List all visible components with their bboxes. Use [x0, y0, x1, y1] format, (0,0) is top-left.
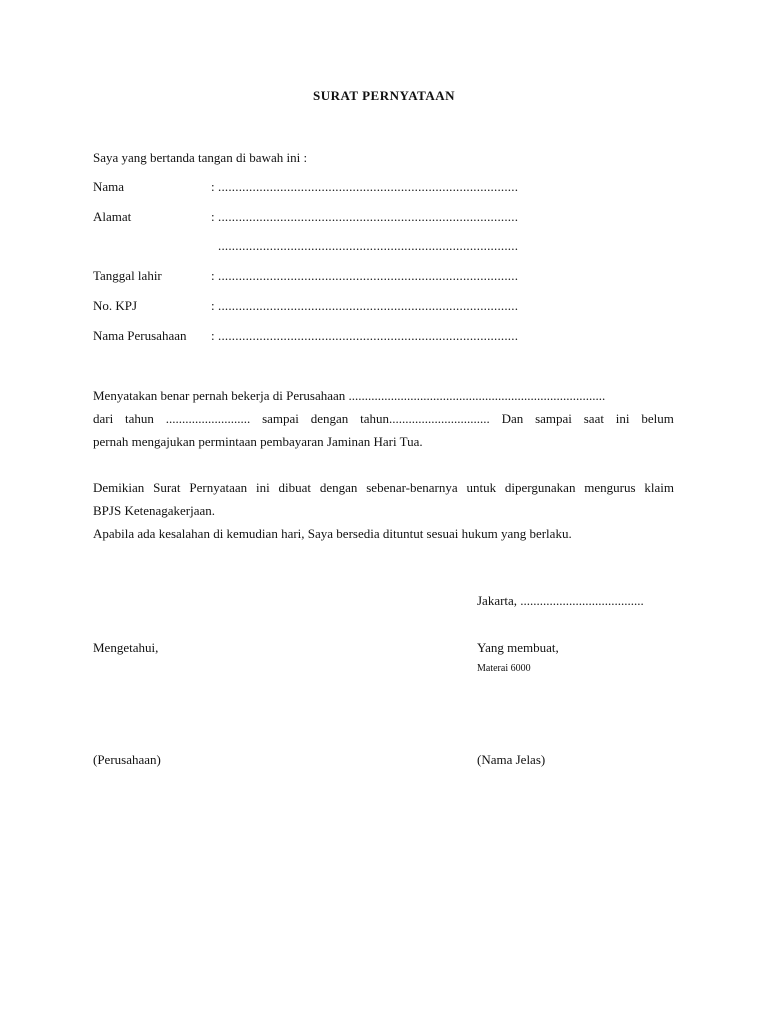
statement-line-justified	[93, 407, 674, 430]
statement-word: ini	[615, 411, 630, 426]
signer-heading: Yang membuat,	[477, 640, 559, 655]
stamp-note: Materai 6000	[477, 663, 531, 674]
field-blank: .......................................................................................	[218, 209, 519, 224]
field-separator: :	[211, 209, 215, 224]
statement-line: pernah mengajukan permintaan pembayaran Jaminan Hari Tua.	[93, 434, 423, 449]
statement-word: ..........................	[165, 411, 251, 426]
field-blank: .......................................................................................	[218, 238, 519, 253]
field-separator: :	[211, 298, 215, 313]
field-separator: :	[211, 179, 215, 194]
closing-word: dengan	[319, 480, 358, 495]
closing-word: sebenar-benarnya	[366, 480, 458, 495]
field-row-tanggal-lahir	[93, 268, 573, 286]
field-blank: .......................................................................................	[218, 179, 519, 194]
field-label: Nama	[93, 179, 125, 194]
statement-word: saat	[583, 411, 604, 426]
closing-word: Surat	[153, 480, 181, 495]
field-separator: :	[211, 268, 215, 283]
statement-word: tahun	[125, 411, 154, 426]
closing-line: Apabila ada kesalahan di kemudian hari, Saya bersedia dituntut sesuai hukum yang berlaku.	[93, 526, 572, 541]
closing-word: Pernyataan	[189, 480, 248, 495]
statement-word: Dan	[501, 411, 524, 426]
field-row-nama	[93, 179, 573, 197]
statement-word: dengan	[310, 411, 349, 426]
closing-paragraph	[93, 476, 674, 545]
field-label: No. KPJ	[93, 298, 138, 313]
closing-word: dibuat	[278, 480, 312, 495]
statement-word: tahun...............................	[360, 411, 490, 426]
page-title: SURAT PERNYATAAN	[313, 88, 455, 103]
statement-paragraph	[93, 384, 674, 453]
witness-name: (Perusahaan)	[93, 752, 161, 767]
statement-line: Menyatakan benar pernah bekerja di Perusahaan ...............................................................................	[93, 388, 606, 403]
closing-line: BPJS Ketenagakerjaan.	[93, 503, 216, 518]
statement-word: sampai	[262, 411, 299, 426]
field-blank: .......................................................................................	[218, 328, 519, 343]
field-blank: .......................................................................................	[218, 298, 519, 313]
field-label: Nama Perusahaan	[93, 328, 187, 343]
closing-word: dipergunakan	[504, 480, 576, 495]
closing-word: ini	[255, 480, 270, 495]
field-label: Tanggal lahir	[93, 268, 162, 283]
field-row-alamat	[93, 209, 573, 227]
statement-word: dari	[93, 411, 114, 426]
statement-word: belum	[641, 411, 674, 426]
closing-word: untuk	[466, 480, 497, 495]
field-row-alamat-continued	[93, 238, 573, 256]
closing-word: mengurus	[584, 480, 636, 495]
field-separator: :	[211, 328, 215, 343]
field-row-nama-perusahaan	[93, 328, 573, 346]
closing-line-justified	[93, 476, 674, 499]
field-label: Alamat	[93, 209, 132, 224]
field-blank: .......................................................................................	[218, 268, 519, 283]
intro-text: Saya yang bertanda tangan di bawah ini :	[93, 150, 308, 165]
closing-word: Demikian	[93, 480, 145, 495]
witness-heading: Mengetahui,	[93, 640, 159, 655]
closing-word: klaim	[644, 480, 674, 495]
place-date: Jakarta, ......................................	[477, 593, 644, 608]
field-row-no-kpj	[93, 298, 573, 316]
statement-word: sampai	[535, 411, 572, 426]
signer-name: (Nama Jelas)	[477, 752, 546, 767]
